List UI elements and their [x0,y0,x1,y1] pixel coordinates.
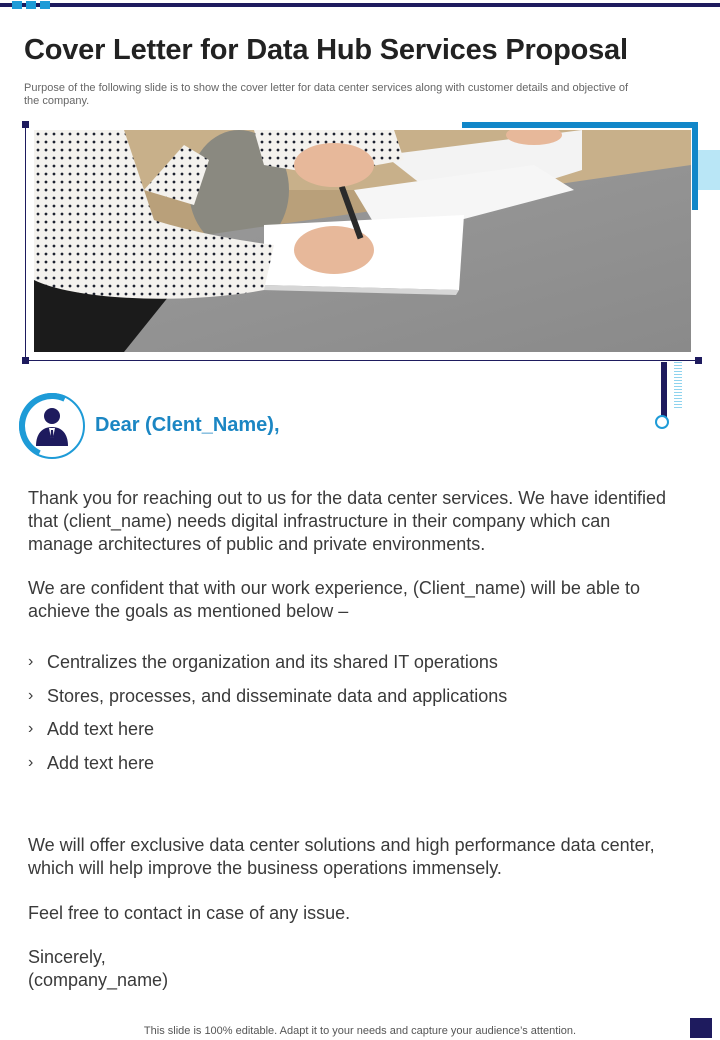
frame-line-vertical [25,124,26,360]
list-item [28,684,678,718]
top-accent-square [12,1,22,9]
chevron-right-icon: › [28,686,34,704]
salutation: Dear (Clent_Name), [95,414,280,436]
footer-note: This slide is 100% editable. Adapt it to your needs and capture your audience’s attention. [143,1025,577,1037]
chevron-right-icon: › [28,720,34,737]
stripe-decoration [674,362,682,408]
frame-corner-dot [22,121,29,128]
goals-list [28,650,678,784]
top-border-bar [0,3,720,7]
person-avatar-icon [33,404,71,448]
list-item [28,751,678,785]
goal-text: Add text here [47,752,155,773]
list-item [28,650,678,684]
chevron-right-icon: › [28,653,34,670]
list-item [28,717,678,751]
blue-accent-bar [462,122,698,128]
top-accent-square [40,1,50,9]
letter-paragraph-contact: Feel free to contact in case of any issue. [28,903,351,923]
frame-corner-dot [22,357,29,364]
page-subtitle: Purpose of the following slide is to show the cover letter for data center services along with customer details and objective of the company. [24,82,629,107]
letter-paragraph-goals-intro: We are confident that with our work experience, (Client_name) will be able to achieve the goals as mentioned below – [28,578,640,621]
page-title: Cover Letter for Data Hub Services Proposal [24,34,628,66]
blue-accent-bar-vertical [692,122,698,210]
goal-text: Stores, processes, and disseminate data and applications [47,685,508,706]
letter-signature: (company_name) [28,970,169,990]
pin-circle [655,415,669,429]
goal-text: Add text here [47,719,155,739]
footer-accent-square [690,1018,712,1038]
business-meeting-photo [34,130,691,352]
top-accent-square [26,1,36,9]
letter-closing: Sincerely, [28,947,106,967]
frame-corner-dot [695,357,702,364]
goal-text: Centralizes the organization and its shared IT operations [47,652,498,672]
chevron-right-icon: › [28,753,34,771]
pin-line [661,362,667,418]
letter-paragraph-intro: Thank you for reaching out to us for the data center services. We have identified that (client_name) needs digital infrastructure in their company which can manage architectures of public and private environments. [28,488,667,554]
light-accent-block [698,150,720,190]
frame-line-horizontal [25,360,698,361]
letter-paragraph-offer: We will offer exclusive data center solutions and high performance data center, which will help improve the business operations immensely. [28,835,655,878]
